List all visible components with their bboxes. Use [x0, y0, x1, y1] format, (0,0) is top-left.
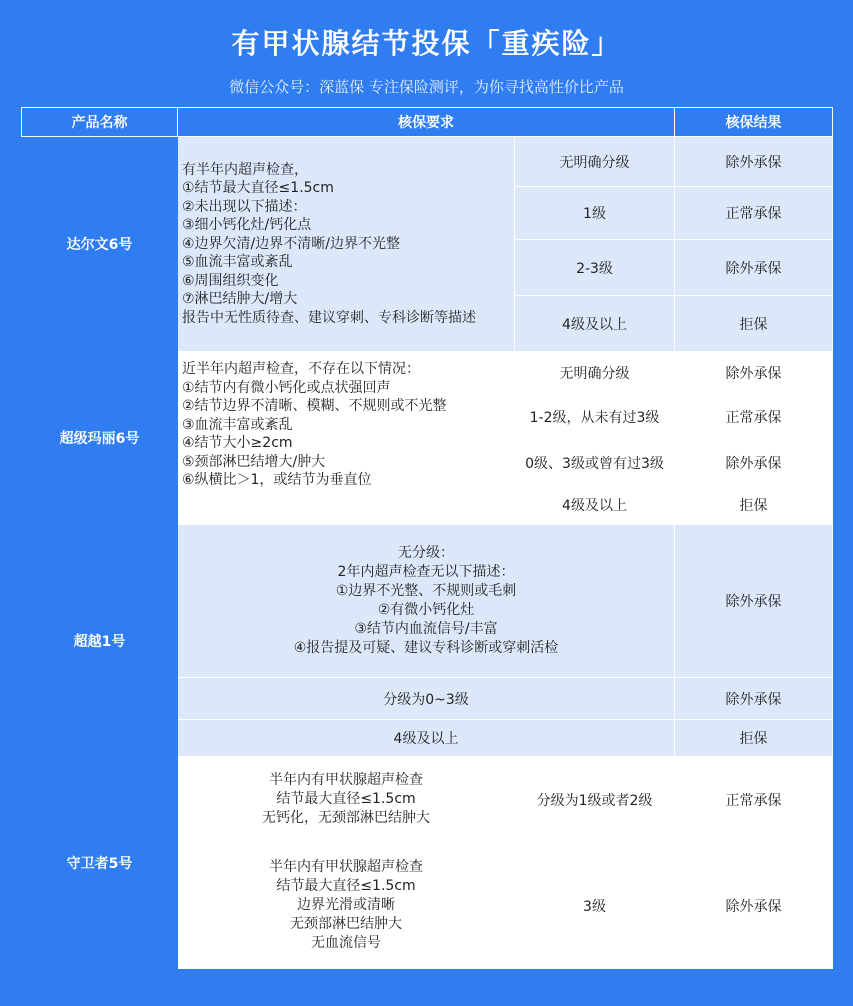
grade-cell: 0级、3级或曾有过3级	[515, 440, 675, 486]
requirement-line: ①结节最大直径≤1.5cm	[182, 180, 334, 197]
requirement-line: 近半年内超声检查，不存在以下情况：	[182, 361, 420, 377]
requirement-line: ④结节大小≥2cm	[182, 435, 293, 451]
requirement-line: ①结节内有微小钙化或点状强回声	[182, 379, 391, 396]
requirement-line: 无颈部淋巴结肿大	[290, 916, 402, 932]
requirement-line: 报告中无性质待查、建议穿刺、专科诊断等描述	[182, 309, 476, 326]
requirement-line: ②有微小钙化灶	[377, 602, 475, 618]
col-header-result: 核保结果	[675, 108, 833, 137]
requirement-line: 结节最大直径≤1.5cm	[276, 791, 416, 807]
requirement-line: ①边界不光整、不规则或毛刺	[335, 583, 517, 599]
requirement-cell: 4级及以上	[178, 720, 675, 757]
requirement-cell	[178, 137, 515, 352]
requirement-line: ⑦淋巴结肿大/增大	[182, 291, 298, 308]
result-cell: 正常承保	[675, 757, 833, 843]
grade-cell: 无明确分级	[515, 137, 675, 187]
requirement-line: 无钙化，无颈部淋巴结肿大	[262, 810, 430, 826]
product-name: 达尔文6号	[22, 137, 178, 352]
underwriting-table	[21, 107, 833, 969]
grade-cell: 1-2级，从未有过3级	[515, 394, 675, 440]
product-name: 超越1号	[22, 525, 178, 757]
requirement-cell	[178, 352, 515, 525]
result-cell: 除外承保	[675, 352, 833, 394]
underwriting-table-container	[21, 107, 832, 972]
product-name: 超级玛丽6号	[22, 352, 178, 525]
grade-cell: 4级及以上	[515, 296, 675, 352]
result-cell: 拒保	[675, 486, 833, 525]
grade-cell: 2-3级	[515, 240, 675, 296]
requirement-line: 无分级：	[398, 545, 454, 561]
page-title: 有甲状腺结节投保「重疾险」	[231, 27, 622, 60]
requirement-line: 有半年内超声检查，	[182, 161, 308, 178]
requirement-line: ⑤颈部淋巴结增大/肿大	[182, 453, 326, 470]
requirement-line: 半年内有甲状腺超声检查	[269, 859, 423, 875]
table-row	[22, 352, 833, 394]
requirement-line: ③细小钙化灶/钙化点	[182, 217, 312, 234]
result-cell: 正常承保	[675, 394, 833, 440]
requirement-line: ②未出现以下描述：	[182, 198, 307, 215]
result-cell: 正常承保	[675, 187, 833, 240]
product-name: 守卫者5号	[22, 757, 178, 969]
grade-cell: 分级为1级或者2级	[515, 757, 675, 843]
requirement-line: 无血流信号	[311, 935, 381, 951]
requirement-line: ④报告提及可疑、建议专科诊断或穿刺活检	[293, 640, 559, 656]
table-header-row	[22, 108, 833, 137]
result-cell: 除外承保	[675, 843, 833, 969]
col-header-product: 产品名称	[22, 108, 178, 137]
col-header-requirement: 核保要求	[178, 108, 675, 137]
requirement-cell	[178, 843, 515, 969]
table-row	[22, 137, 833, 187]
requirement-line: ⑤血流丰富或紊乱	[182, 254, 293, 271]
requirement-line: ⑥周围组织变化	[182, 272, 279, 289]
grade-cell: 3级	[515, 843, 675, 969]
table-row	[22, 525, 833, 678]
result-cell: 除外承保	[675, 678, 833, 720]
result-cell: 除外承保	[675, 525, 833, 678]
requirement-line: ⑥纵横比＞1，或结节为垂直位	[182, 472, 372, 488]
requirement-line: ③结节内血流信号/丰富	[354, 621, 498, 637]
grade-cell: 无明确分级	[515, 352, 675, 394]
requirement-line: 2年内超声检查无以下描述：	[337, 564, 515, 580]
requirement-cell	[178, 525, 675, 678]
requirement-cell	[178, 757, 515, 843]
page-subtitle: 微信公众号：深蓝保 专注保险测评，为你寻找高性价比产品	[229, 78, 624, 96]
requirement-cell: 分级为0~3级	[178, 678, 675, 720]
result-cell: 除外承保	[675, 440, 833, 486]
result-cell: 拒保	[675, 296, 833, 352]
requirement-line: ②结节边界不清晰、模糊、不规则或不光整	[182, 398, 447, 414]
requirement-line: ④边界欠清/边界不清晰/边界不光整	[182, 235, 400, 252]
grade-cell: 1级	[515, 187, 675, 240]
result-cell: 除外承保	[675, 240, 833, 296]
result-cell: 除外承保	[675, 137, 833, 187]
grade-cell: 4级及以上	[515, 486, 675, 525]
requirement-line: 边界光滑或清晰	[297, 897, 395, 913]
requirement-line: ③血流丰富或紊乱	[182, 416, 293, 433]
result-cell: 拒保	[675, 720, 833, 757]
requirement-line: 结节最大直径≤1.5cm	[276, 878, 416, 894]
requirement-line: 半年内有甲状腺超声检查	[269, 772, 423, 788]
table-row	[22, 757, 833, 843]
